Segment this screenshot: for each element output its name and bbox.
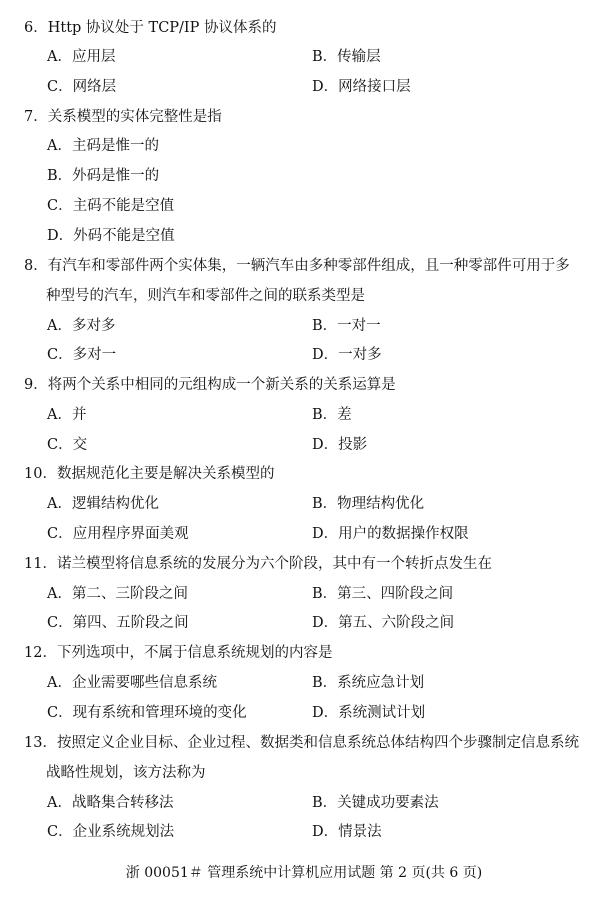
question-10-option-c: C．应用程序界面美观 (47, 526, 189, 542)
question-8-stem-continued: 种型号的汽车，则汽车和零部件之间的联系类型是 (46, 288, 365, 304)
question-10-option-b: B．物理结构优化 (312, 496, 425, 512)
question-9-stem: 9．将两个关系中相同的元组构成一个新关系的关系运算是 (24, 377, 396, 393)
question-8-option-d: D．一对多 (312, 347, 382, 363)
question-13-stem-continued: 战略性规划，该方法称为 (46, 765, 206, 781)
question-9-option-a: A．并 (47, 407, 87, 423)
question-8-option-c: C．多对一 (47, 347, 117, 363)
question-6-option-d: D．网络接口层 (312, 79, 411, 95)
question-6-stem: 6．Http 协议处于 TCP/IP 协议体系的 (24, 20, 277, 36)
question-13-stem: 13．按照定义企业目标、企业过程、数据类和信息系统总体结构四个步骤制定信息系统 (24, 735, 579, 751)
question-8-option-b: B．一对一 (312, 318, 381, 334)
question-6-option-a: A．应用层 (47, 49, 116, 65)
question-8-option-a: A．多对多 (47, 318, 116, 334)
question-9-option-b: B．差 (312, 407, 352, 423)
question-11-option-a: A．第二、三阶段之间 (47, 586, 188, 602)
question-11-option-b: B．第三、四阶段之间 (312, 586, 454, 602)
question-12-stem: 12．下列选项中，不属于信息系统规划的内容是 (24, 645, 333, 661)
question-8-stem: 8．有汽车和零部件两个实体集，一辆汽车由多种零部件组成，且一种零部件可用于多 (24, 258, 570, 274)
question-10-stem: 10．数据规范化主要是解决关系模型的 (24, 466, 275, 482)
question-13-option-b: B．关键成功要素法 (312, 795, 439, 811)
question-12-option-a: A．企业需要哪些信息系统 (47, 675, 217, 691)
question-10-option-a: A．逻辑结构优化 (47, 496, 159, 512)
question-13-option-d: D．情景法 (312, 824, 382, 840)
page-footer: 浙 00051＃ 管理系统中计算机应用试题 第 2 页(共 6 页) (125, 865, 483, 881)
question-6-option-b: B．传输层 (312, 49, 381, 65)
question-12-option-b: B．系统应急计划 (312, 675, 425, 691)
question-13-option-c: C．企业系统规划法 (47, 824, 175, 840)
question-7-option-d: D．外码不能是空值 (47, 228, 175, 244)
question-7-option-c: C．主码不能是空值 (47, 198, 175, 214)
question-12-option-d: D．系统测试计划 (312, 705, 426, 721)
question-10-option-d: D．用户的数据操作权限 (312, 526, 469, 542)
question-9-option-c: C．交 (47, 437, 88, 453)
question-13-option-a: A．战略集合转移法 (47, 795, 174, 811)
question-11-stem: 11．诺兰模型将信息系统的发展分为六个阶段，其中有一个转折点发生在 (24, 556, 492, 572)
question-7-option-b: B．外码是惟一的 (47, 168, 160, 184)
question-11-option-d: D．第五、六阶段之间 (312, 615, 455, 631)
question-7-stem: 7．关系模型的实体完整性是指 (24, 109, 222, 125)
question-7-option-a: A．主码是惟一的 (47, 138, 159, 154)
question-11-option-c: C．第四、五阶段之间 (47, 615, 189, 631)
question-9-option-d: D．投影 (312, 437, 368, 453)
question-6-option-c: C．网络层 (47, 79, 117, 95)
question-12-option-c: C．现有系统和管理环境的变化 (47, 705, 247, 721)
